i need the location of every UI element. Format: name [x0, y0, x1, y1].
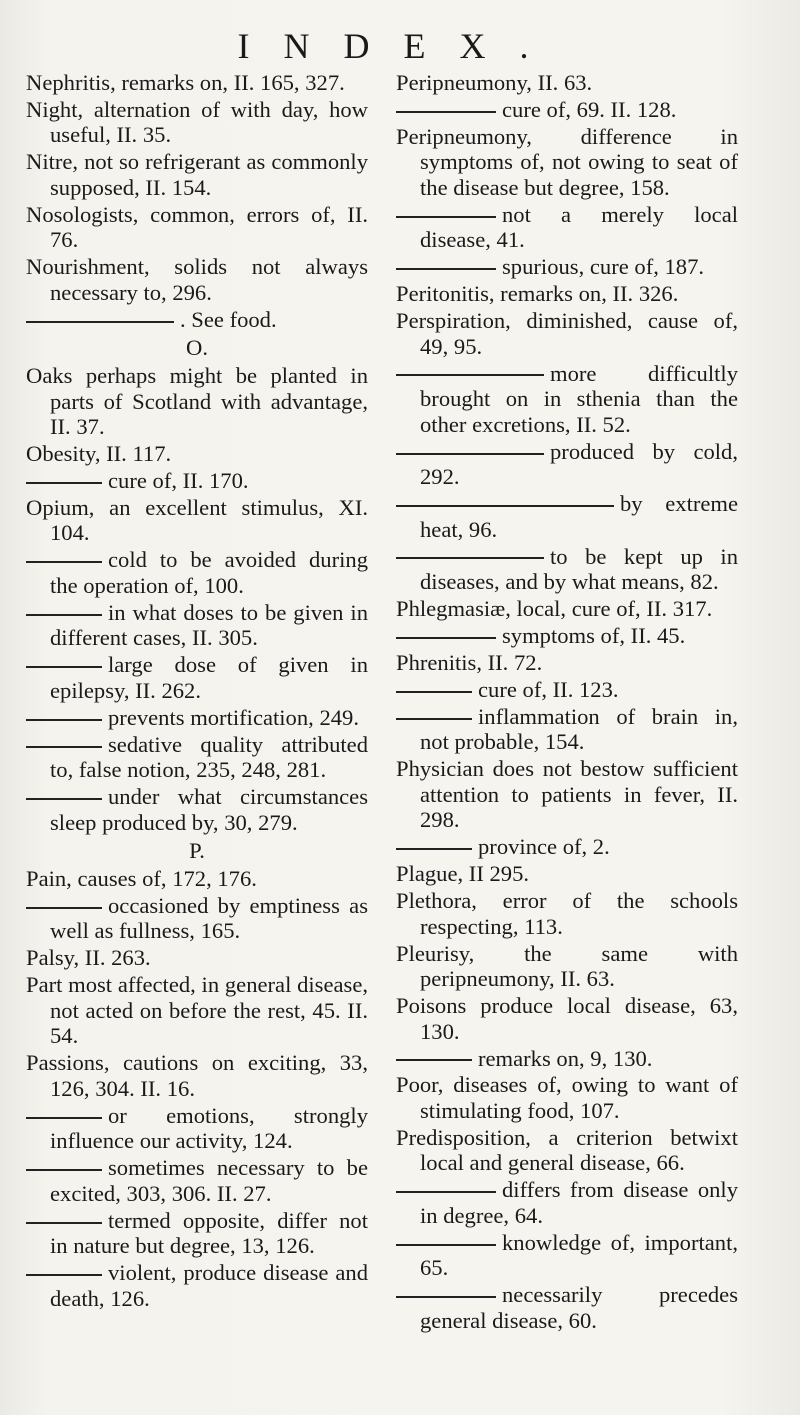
- entry-text: Predisposition, a criterion betwixt local and general disease, 66.: [396, 1124, 738, 1176]
- ditto-dash: [26, 1117, 102, 1119]
- entry-text: Oaks perhaps might be planted in parts of Scotland with advantage, II. 37.: [26, 363, 368, 440]
- entry-text: Part most affected, in general disease, not acted on before the rest, 45. II. 54.: [26, 972, 368, 1049]
- entry-text: Nephritis, remarks on, II. 165, 327.: [26, 70, 345, 95]
- entry-text: sometimes necessary to be excited, 303, 306. II. 27.: [50, 1155, 368, 1206]
- entry-text: cure of, II. 123.: [478, 676, 619, 702]
- ditto-dash: [396, 637, 496, 639]
- page-header: INDEX.: [237, 26, 563, 66]
- ditto-dash: [396, 453, 544, 455]
- entry-text: termed opposite, differ not in nature but degree, 13, 126.: [50, 1207, 368, 1259]
- index-entry: [396, 1230, 738, 1281]
- entry-text: to be kept up in diseases, and by what means, 82.: [420, 543, 738, 595]
- index-entry: [26, 468, 368, 494]
- entry-text: Pleurisy, the same with peripneumony, II. 63.: [396, 940, 738, 992]
- ditto-dash: [396, 691, 472, 693]
- ditto-dash: [396, 718, 472, 720]
- ditto-dash: [26, 1169, 102, 1171]
- entry-text: symptoms of, II. 45.: [502, 623, 686, 649]
- entry-text: Obesity, II. 117.: [26, 441, 172, 467]
- entry-text: spurious, cure of, 187.: [502, 254, 705, 280]
- index-entry: [26, 1208, 368, 1259]
- section-letter: O.: [186, 335, 208, 361]
- ditto-dash: [396, 505, 614, 507]
- index-entry: [26, 1050, 368, 1101]
- index-entry: [396, 704, 738, 755]
- ditto-dash: [396, 1191, 496, 1193]
- ditto-dash: [26, 907, 102, 909]
- index-entry: [26, 441, 368, 467]
- entry-text: Peritonitis, remarks on, II. 326.: [396, 281, 679, 307]
- index-entry: [26, 70, 368, 96]
- index-entry: [396, 439, 738, 490]
- entry-text: prevents mortification, 249.: [108, 704, 359, 730]
- entry-text: large dose of given in epilepsy, II. 262.: [50, 652, 368, 703]
- entry-text: violent, produce disease and death, 126.: [50, 1260, 368, 1311]
- index-columns: [26, 70, 774, 1335]
- entry-text: Phrenitis, II. 72.: [396, 649, 543, 675]
- ditto-dash: [26, 746, 102, 748]
- entry-text: Passions, cautions on exciting, 33, 126, 304. II. 16.: [26, 1050, 368, 1101]
- entry-text: remarks on, 9, 130.: [478, 1045, 653, 1071]
- ditto-dash: [396, 216, 496, 218]
- right-column: [396, 70, 738, 1335]
- index-entry: [26, 866, 368, 892]
- index-entry: [396, 834, 738, 860]
- left-column: [26, 70, 368, 1335]
- index-entry: [396, 254, 738, 280]
- entry-text: Pain, causes of, 172, 176.: [26, 865, 257, 891]
- index-entry: [26, 202, 368, 253]
- index-entry: [396, 1282, 738, 1333]
- index-entry: [396, 888, 738, 939]
- ditto-dash: [26, 798, 102, 800]
- entry-text: in what doses to be given in different cases, II. 305.: [50, 599, 368, 651]
- index-entry: [26, 1155, 368, 1206]
- entry-text: Plethora, error of the schools respecting, 113.: [396, 888, 738, 939]
- entry-text: Nourishment, solids not always necessary to, 296.: [26, 254, 368, 305]
- entry-text: more difficultly brought on in sthenia than the other excretions, II. 52.: [420, 360, 738, 437]
- entry-text: Physician does not bestow sufficient attention to patients in fever, II. 298.: [396, 756, 738, 833]
- entry-text: Nosologists, common, errors of, II. 76.: [26, 201, 368, 253]
- index-entry: [396, 70, 738, 96]
- ditto-dash: [396, 848, 472, 850]
- index-entry: [26, 732, 368, 783]
- entry-text: cold to be avoided during the operation of, 100.: [50, 547, 368, 598]
- ditto-dash: [396, 557, 544, 559]
- entry-text: Plague, II 295.: [396, 861, 530, 887]
- index-entry: [396, 491, 738, 542]
- ditto-dash: [26, 482, 102, 484]
- index-entry: [26, 893, 368, 944]
- index-entry: [396, 677, 738, 703]
- index-entry: [396, 544, 738, 595]
- ditto-dash: [396, 1059, 472, 1061]
- entry-text: inflammation of brain in, not probable, 154.: [420, 703, 738, 755]
- index-entry: [26, 363, 368, 440]
- entry-text: Phlegmasiæ, local, cure of, II. 317.: [396, 596, 713, 622]
- ditto-dash: [396, 1244, 496, 1246]
- index-entry: [396, 281, 738, 307]
- ditto-dash: [26, 321, 174, 323]
- index-entry: [396, 1046, 738, 1072]
- entry-text: cure of, 69. II. 128.: [502, 96, 677, 122]
- index-entry: [26, 547, 368, 598]
- index-entry: [26, 495, 368, 546]
- index-entry: [396, 1072, 738, 1123]
- ditto-dash: [26, 561, 102, 563]
- section-letter: P.: [189, 838, 205, 864]
- entry-text: not a merely local disease, 41.: [420, 201, 738, 253]
- index-entry: [396, 202, 738, 253]
- index-entry: [396, 756, 738, 833]
- index-entry: [26, 97, 368, 148]
- entry-text: Perspiration, diminished, cause of, 49, 95.: [396, 308, 738, 359]
- entry-text: Poisons produce local disease, 63, 130.: [396, 993, 738, 1044]
- ditto-dash: [26, 1274, 102, 1276]
- index-entry: [396, 861, 738, 887]
- index-entry: [26, 945, 368, 971]
- ditto-dash: [26, 1222, 102, 1224]
- ditto-dash: [396, 268, 496, 270]
- ditto-dash: [26, 666, 102, 668]
- index-entry: [26, 307, 368, 333]
- index-entry: [26, 254, 368, 305]
- index-entry: [396, 623, 738, 649]
- entry-text: Opium, an excellent stimulus, XI. 104.: [26, 494, 368, 546]
- entry-text: differs from disease only in degree, 64.: [420, 1177, 738, 1228]
- index-entry: [26, 784, 368, 835]
- ditto-dash: [26, 719, 102, 721]
- entry-text: by extreme heat, 96.: [420, 491, 738, 542]
- entry-text: Night, alternation of with day, how useful, II. 35.: [26, 96, 368, 148]
- entry-text: or emotions, strongly influence our activity, 124.: [50, 1102, 368, 1154]
- entry-text: cure of, II. 170.: [108, 467, 249, 493]
- entry-text: knowledge of, important, 65.: [420, 1229, 738, 1281]
- index-entry: [396, 993, 738, 1044]
- entry-text: Peripneumony, II. 63.: [396, 70, 593, 95]
- ditto-dash: [26, 614, 102, 616]
- index-entry: [26, 652, 368, 703]
- index-entry: [396, 596, 738, 622]
- index-entry: [396, 308, 738, 359]
- entry-text: . See food.: [180, 306, 277, 332]
- entry-text: Peripneumony, difference in symptoms of, not owing to seat of the disease but degree, 158.: [396, 123, 738, 200]
- index-entry: [26, 1103, 368, 1154]
- index-entry: [396, 361, 738, 438]
- index-entry: [396, 124, 738, 201]
- index-entry: [26, 149, 368, 200]
- entry-text: under what circumstances sleep produced by, 30, 279.: [50, 784, 368, 835]
- index-entry: [396, 941, 738, 992]
- index-entry: [26, 600, 368, 651]
- entry-text: province of, 2.: [478, 834, 610, 860]
- index-entry: [396, 1177, 738, 1228]
- entry-text: necessarily precedes general disease, 60.: [420, 1282, 738, 1333]
- index-entry: [396, 1125, 738, 1176]
- entry-text: produced by cold, 292.: [420, 438, 738, 490]
- index-entry: [396, 650, 738, 676]
- index-entry: [26, 705, 368, 731]
- ditto-dash: [396, 111, 496, 113]
- entry-text: Poor, diseases of, owing to want of stimulating food, 107.: [396, 1072, 738, 1123]
- ditto-dash: [396, 1296, 496, 1298]
- entry-text: occasioned by emptiness as well as fullness, 165.: [50, 892, 368, 944]
- index-entry: [26, 1260, 368, 1311]
- index-entry: [26, 972, 368, 1049]
- entry-text: Palsy, II. 263.: [26, 945, 151, 971]
- entry-text: Nitre, not so refrigerant as commonly supposed, II. 154.: [26, 149, 368, 200]
- index-entry: [396, 97, 738, 123]
- ditto-dash: [396, 374, 544, 376]
- entry-text: sedative quality attributed to, false notion, 235, 248, 281.: [50, 731, 368, 783]
